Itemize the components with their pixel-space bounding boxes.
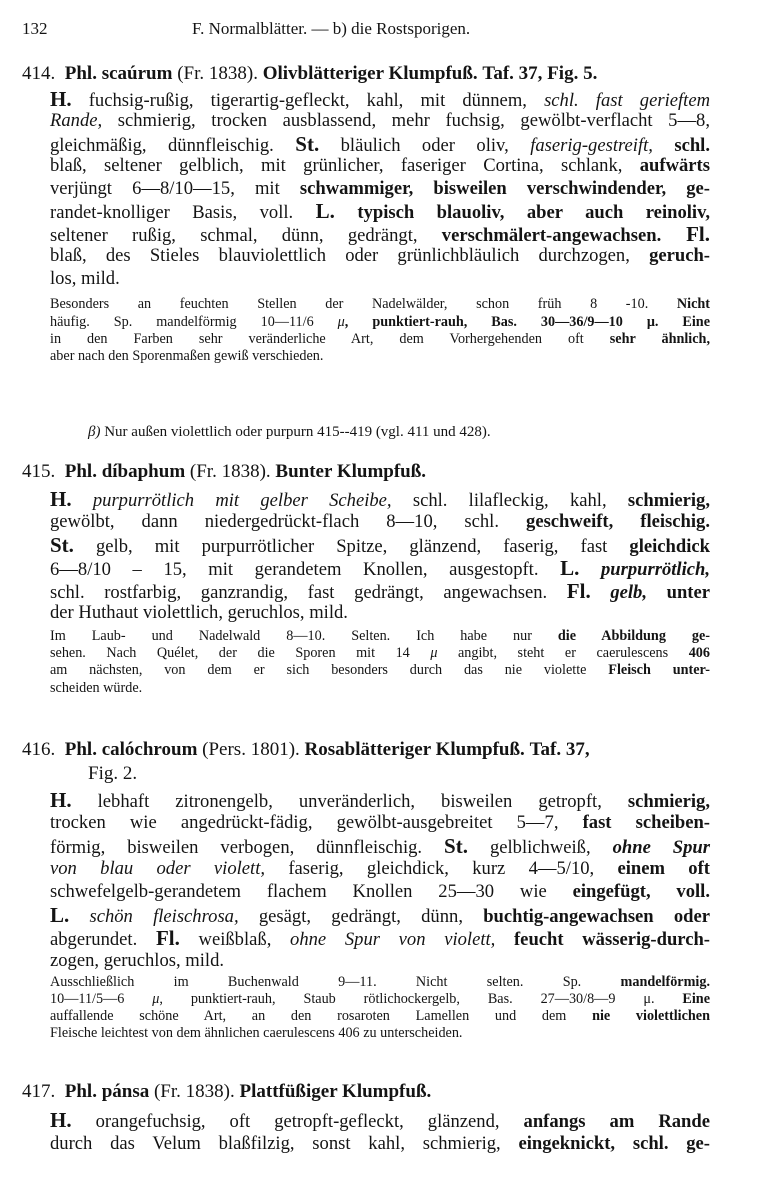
- description-line: L. schön fleischrosa, gesägt, gedrängt, dünn, buchtig-angewachsen oder: [50, 903, 711, 927]
- description-line: blaß, des Stieles blauviolettlich oder grünlichbläulich durchzogen, geruch-: [50, 245, 710, 266]
- description-line: verjüngt 6—8/10—15, mit schwammiger, bisweilen verschwindender, ge-: [50, 178, 710, 199]
- subsection-heading: β) Nur außen violettlich oder purpurn 415--419 (vgl. 411 und 428).: [88, 424, 491, 440]
- section-key-gills: L.: [50, 903, 70, 927]
- description-line: seltener rußig, schmal, dünn, gedrängt, verschmälert-angewachsen. Fl.: [50, 222, 710, 246]
- description-line: gewölbt, dann niedergedrückt-flach 8—10, schl. geschweift, fleischig.: [50, 511, 711, 532]
- species-author: (Fr. 1838).: [189, 461, 271, 482]
- section-key-flesh: Fl.: [566, 579, 591, 603]
- section-key-stem: St.: [50, 533, 74, 557]
- note-line: häufig. Sp. mandelförmig 10—11/6 μ, punktiert-rauh, Bas. 30—36/9—10 μ. Eine: [50, 314, 710, 330]
- section-key-stem: St.: [295, 132, 320, 156]
- section-key-hat: H.: [50, 788, 72, 812]
- section-key-hat: H.: [50, 1108, 72, 1132]
- species-name: Phl. díbaphum: [64, 461, 186, 482]
- plate-reference: Taf. 37,: [529, 739, 590, 760]
- entry-415-title: [22, 460, 426, 484]
- note-line: Ausschließlich im Buchenwald 9—11. Nicht selten. Sp. mandelförmig.: [50, 974, 710, 990]
- description-line: H. lebhaft zitronengelb, unveränderlich, bisweilen getropft, schmierig,: [50, 788, 710, 812]
- subsection-marker: β): [88, 424, 101, 440]
- section-key-hat: H.: [50, 487, 72, 511]
- common-name: Plattfüßiger Klumpfuß.: [239, 1081, 432, 1102]
- note-line: aber nach den Sporenmaßen gewiß verschieden.: [50, 348, 324, 364]
- description-line: blaß, seltener gelblich, mit grünlicher, faseriger Cortina, schlank, aufwärts: [50, 155, 710, 176]
- species-name: Phl. pánsa: [64, 1081, 150, 1102]
- common-name: Olivblätteriger Klumpfuß.: [262, 63, 478, 84]
- entry-414-title: [22, 62, 597, 86]
- species-name: Phl. calóchroum: [64, 739, 198, 760]
- description-line: zogen, geruchlos, mild.: [50, 950, 225, 971]
- description-line: St. gelb, mit purpurrötlicher Spitze, glänzend, faserig, fast gleichdick: [50, 533, 710, 557]
- common-name: Rosablätteriger Klumpfuß.: [304, 739, 525, 760]
- note-line: 10—11/5—6 μ, punktiert-rauh, Staub rötlichockergelb, Bas. 27—30/8—9 μ. Eine: [50, 991, 710, 1007]
- description-line: trocken wie angedrückt-fädig, gewölbt-ausgebreitet 5—7, fast scheiben-: [50, 812, 710, 833]
- entry-417-title: [22, 1080, 431, 1104]
- entry-number: 416.: [22, 739, 56, 760]
- description-line: Rande, schmierig, trocken ausblassend, mehr fuchsig, gewölbt-verflacht 5—8,: [50, 110, 710, 131]
- figure-reference: Fig. 2.: [88, 763, 138, 784]
- description-line: H. orangefuchsig, oft getropft-gefleckt, glänzend, anfangs am Rande: [50, 1108, 710, 1132]
- section-key-gills: L.: [315, 199, 335, 223]
- description-line: H. fuchsig-rußig, tigerartig-gefleckt, kahl, mit dünnem, schl. fast gerieftem: [50, 87, 710, 111]
- plate-reference: Taf. 37, Fig. 5.: [482, 63, 598, 84]
- note-line: Besonders an feuchten Stellen der Nadelwälder, schon früh 8 -10. Nicht: [50, 296, 710, 312]
- description-line: von blau oder violett, faserig, gleichdick, kurz 4—5/10, einem oft: [50, 858, 710, 879]
- description-line: abgerundet. Fl. weißblaß, ohne Spur von violett, feucht wässerig-durch-: [50, 926, 710, 950]
- description-line: schwefelgelb-gerandetem flachem Knollen 25—30 wie eingefügt, voll.: [50, 881, 711, 902]
- description-line: H. purpurrötlich mit gelber Scheibe, schl. lilafleckig, kahl, schmierig,: [50, 487, 710, 511]
- description-line: randet-knolliger Basis, voll. L. typisch blauoliv, aber auch reinoliv,: [50, 199, 710, 223]
- entry-416-title: [22, 738, 710, 762]
- description-line: förmig, bisweilen verbogen, dünnfleischig. St. gelblichweiß, ohne Spur: [50, 834, 710, 858]
- description-line: durch das Velum blaßfilzig, sonst kahl, schmierig, eingeknickt, schl. ge-: [50, 1133, 710, 1154]
- note-line: in den Farben sehr veränderliche Art, dem Vorhergehenden oft sehr ähnlich,: [50, 331, 710, 347]
- species-author: (Fr. 1838).: [177, 63, 258, 84]
- entry-number: 414.: [22, 63, 56, 84]
- description-line: los, mild.: [50, 268, 120, 289]
- entry-number: 417.: [22, 1081, 56, 1102]
- note-line: scheiden würde.: [50, 680, 143, 696]
- note-line: auffallende schöne Art, an den rosaroten Lamellen und dem nie violettlichen: [50, 1008, 710, 1024]
- section-key-flesh: Fl.: [661, 222, 710, 246]
- description-line: schl. rostfarbig, ganzrandig, fast gedrängt, angewachsen. Fl. gelb, unter: [50, 579, 710, 603]
- section-key-flesh: Fl.: [155, 926, 180, 950]
- species-author: (Pers. 1801).: [202, 739, 300, 760]
- description-line: 6—8/10 – 15, mit gerandetem Knollen, ausgestopft. L. purpurrötlich,: [50, 556, 710, 580]
- section-key-stem: St.: [444, 834, 468, 858]
- note-line: am nächsten, von dem er sich besonders durch das nie violette Fleisch unter-: [50, 662, 710, 678]
- note-line: Im Laub- und Nadelwald 8—10. Selten. Ich habe nur die Abbildung ge-: [50, 628, 710, 644]
- note-line: sehen. Nach Quélet, der die Sporen mit 14 μ angibt, steht er caerulescens 406: [50, 645, 710, 661]
- common-name: Bunter Klumpfuß.: [275, 461, 427, 482]
- note-line: Fleische leichtest von dem ähnlichen caerulescens 406 zu unterscheiden.: [50, 1025, 463, 1041]
- running-title: F. Normalblätter. — b) die Rostsporigen.: [192, 19, 471, 38]
- description-line: gleichmäßig, dünnfleischig. St. bläulich oder oliv, faserig-gestreift, schl.: [50, 132, 711, 156]
- section-key-hat: H.: [50, 87, 72, 111]
- species-author: (Fr. 1838).: [153, 1081, 235, 1102]
- species-name: Phl. scaúrum: [64, 63, 173, 84]
- entry-number: 415.: [22, 461, 56, 482]
- page-number: 132: [22, 19, 48, 38]
- description-line: der Huthaut violettlich, geruchlos, mild.: [50, 602, 348, 623]
- section-key-gills: L.: [560, 556, 580, 580]
